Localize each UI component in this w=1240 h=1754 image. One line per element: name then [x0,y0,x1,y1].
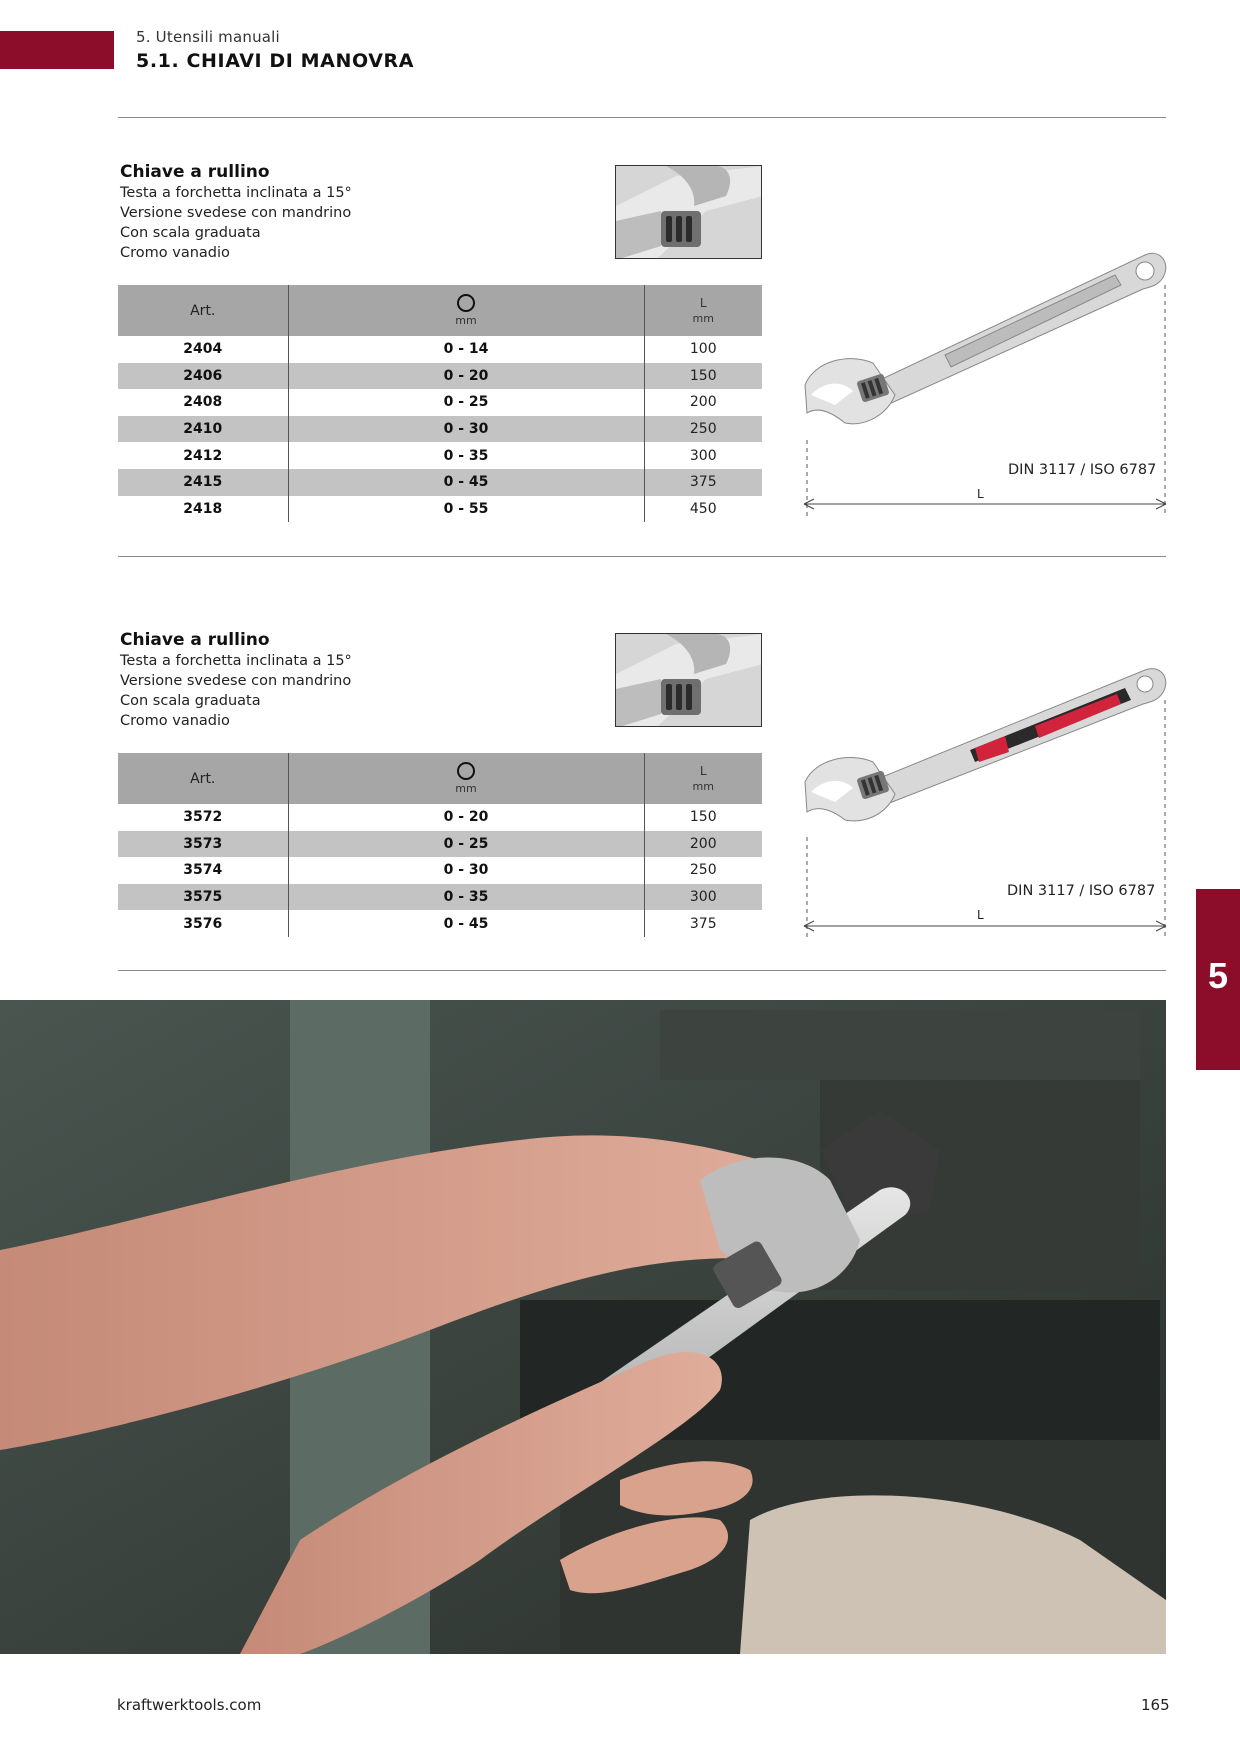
divider [118,117,1166,118]
length-value: 200 [644,389,762,416]
chapter-number: 5 [1207,955,1229,996]
opening-range: 0 - 30 [288,416,644,443]
desc-line: Testa a forchetta inclinata a 15° [120,185,352,201]
table-header-row [118,285,762,336]
art-number: 3575 [118,884,288,911]
length-value: 375 [644,469,762,496]
product-description [120,651,352,731]
col-length-label: L [699,764,707,778]
length-value: 375 [644,910,762,937]
col-unit: mm [692,312,714,325]
art-number: 2406 [118,363,288,390]
table-row [118,910,762,937]
opening-range: 0 - 35 [288,884,644,911]
length-value: 250 [644,416,762,443]
col-art-header: Art. [118,753,288,804]
table-row [118,389,762,416]
length-value: 100 [644,336,762,363]
col-unit: mm [692,780,714,793]
opening-range: 0 - 14 [288,336,644,363]
wrench-drawing [795,245,1175,520]
table-row [118,496,762,523]
wrench-head-thumbnail [615,165,762,259]
footer-url: kraftwerktools.com [117,1696,262,1714]
opening-range: 0 - 20 [288,363,644,390]
breadcrumb: 5. Utensili manuali [136,28,280,46]
length-value: 250 [644,857,762,884]
opening-range: 0 - 25 [288,389,644,416]
desc-line: Con scala graduata [120,693,261,709]
art-number: 3572 [183,809,223,826]
opening-range: 0 - 45 [288,910,644,937]
art-number: 2408 [183,394,223,411]
art-number: 2410 [118,416,288,443]
standard-label: DIN 3117 / ISO 6787 [1007,883,1156,899]
art-number: 3573 [118,831,288,858]
desc-line: Cromo vanadio [120,713,230,729]
length-value: 150 [644,363,762,390]
page-number: 165 [1141,1696,1170,1714]
product-description [120,183,352,263]
divider [118,970,1166,971]
desc-line: Con scala graduata [120,225,261,241]
col-length-header [644,753,762,804]
col-length-header [644,285,762,336]
table-row [118,857,762,884]
length-value: 300 [644,884,762,911]
art-number: 2404 [183,341,223,358]
art-number: 2415 [118,469,288,496]
desc-line: Testa a forchetta inclinata a 15° [120,653,352,669]
table-row [118,336,762,363]
art-number: 3574 [183,862,223,879]
dimension-label: L [977,908,984,922]
standard-label: DIN 3117 / ISO 6787 [1008,462,1157,478]
table-row [118,416,762,443]
spec-table [118,753,762,937]
product-title: Chiave a rullino [120,630,270,650]
table-row [118,442,762,469]
dimension-arrow [800,920,1170,932]
col-opening-header [288,285,644,336]
wrench-drawing [795,662,1175,942]
table-row [118,363,762,390]
table-row [118,469,762,496]
dimension-arrow [800,498,1170,510]
divider [118,556,1166,557]
col-length-label: L [699,296,707,310]
length-value: 150 [644,804,762,831]
chapter-tab [1196,889,1240,1070]
table-row [118,831,762,858]
ring-opening-icon [457,294,475,312]
product-title: Chiave a rullino [120,162,270,182]
art-number: 2418 [183,500,223,517]
spec-table [118,285,762,522]
col-opening-header [288,753,644,804]
table-row [118,884,762,911]
art-number: 3576 [183,915,223,932]
desc-line: Versione svedese con mandrino [120,673,352,689]
art-number: 2412 [183,447,223,464]
table-row [118,804,762,831]
col-unit: mm [455,314,477,327]
ring-opening-icon [457,762,475,780]
desc-line: Versione svedese con mandrino [120,205,352,221]
dimension-label: L [977,487,984,501]
brand-color-bar [0,31,114,69]
opening-range: 0 - 20 [288,804,644,831]
length-value: 300 [644,442,762,469]
desc-line: Cromo vanadio [120,245,230,261]
col-unit: mm [455,782,477,795]
opening-range: 0 - 30 [288,857,644,884]
product-photo [0,1000,1166,1654]
opening-range: 0 - 25 [288,831,644,858]
page-title: 5.1. CHIAVI DI MANOVRA [136,50,415,72]
table-header-row [118,753,762,804]
length-value: 450 [644,496,762,523]
opening-range: 0 - 45 [288,469,644,496]
col-art-header: Art. [118,285,288,336]
wrench-head-thumbnail [615,633,762,727]
opening-range: 0 - 35 [288,442,644,469]
opening-range: 0 - 55 [288,496,644,523]
length-value: 200 [644,831,762,858]
